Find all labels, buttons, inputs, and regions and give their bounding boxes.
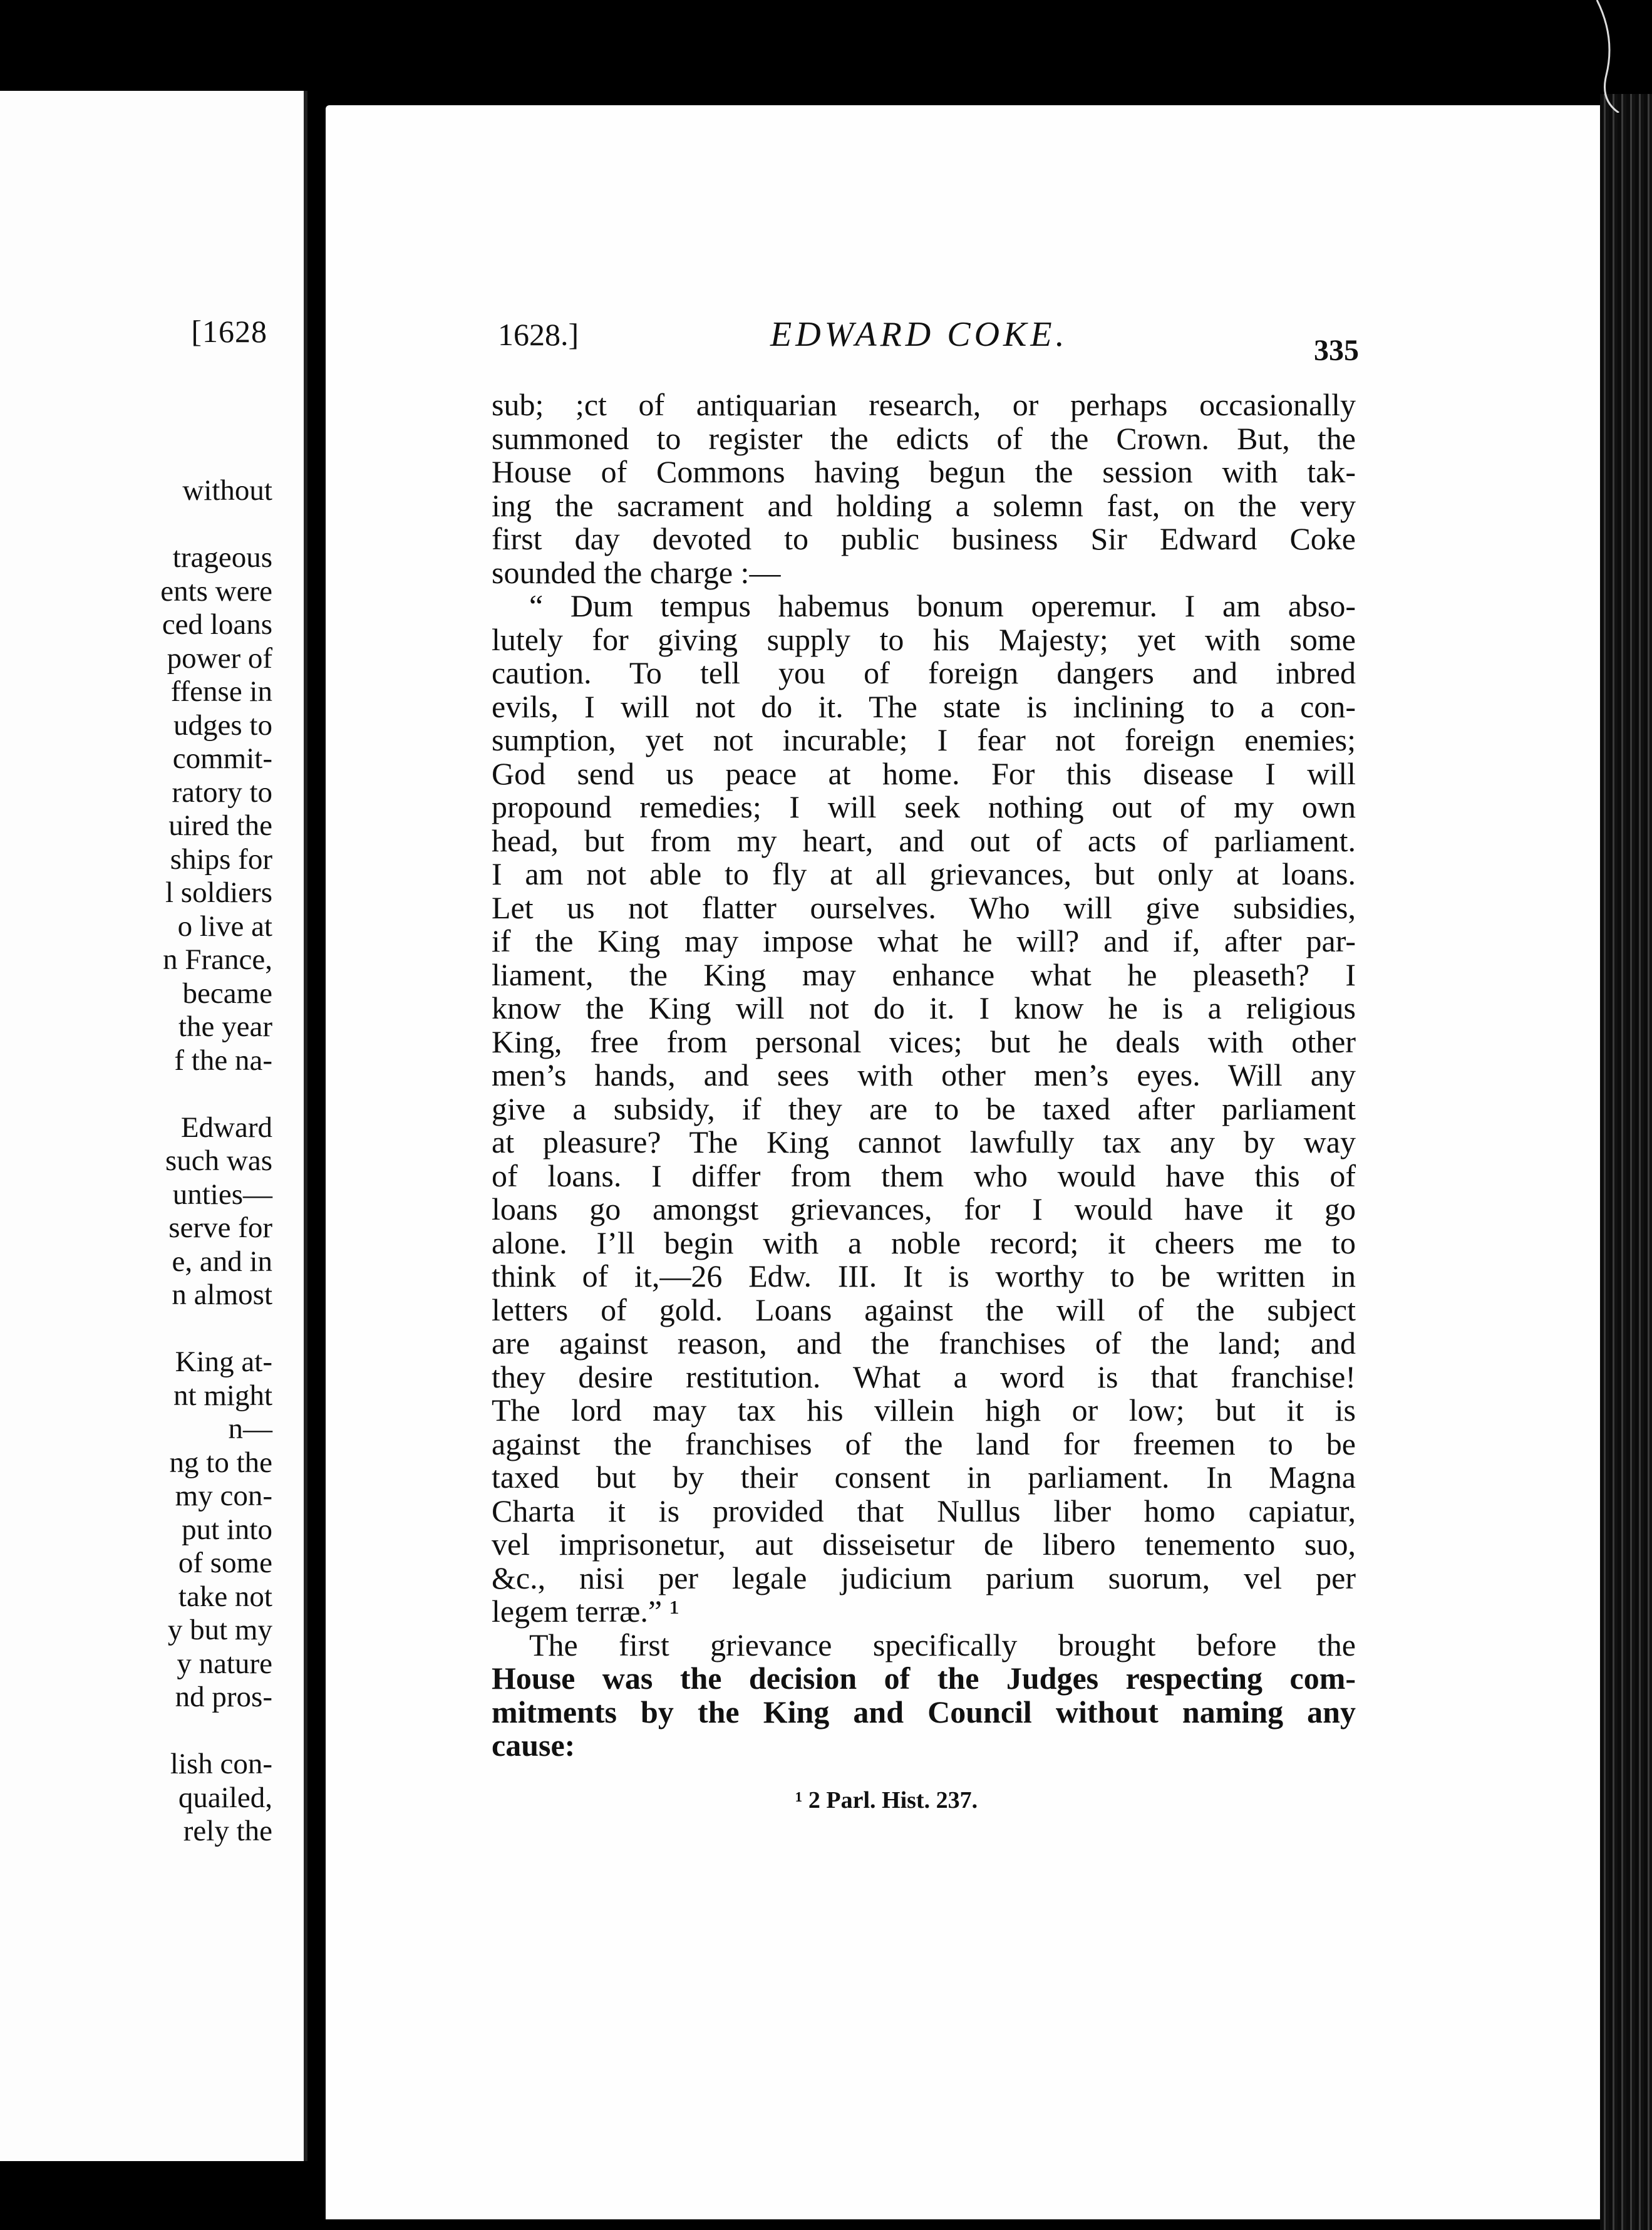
left-page-line: ng to the [169, 1446, 272, 1479]
book-edge [1600, 94, 1652, 2230]
text-line: Let us not flatter ourselves. Who will give subsidies, [492, 889, 1356, 925]
text-line: sumption, yet not incurable; I fear not foreign enemies; [492, 722, 1356, 757]
left-page-running-head: [1628 [191, 314, 267, 349]
text-line: lutely for giving supply to his Majesty; yet with some [492, 621, 1356, 657]
text-line: sounded the charge :— [492, 554, 781, 590]
text-line: sub; ;ct of antiquarian research, or perhaps occasionally [492, 387, 1356, 422]
text-line: The lord may tax his villein high or low; but it is [492, 1392, 1356, 1428]
body-text [492, 388, 1356, 1763]
left-page-line: became [182, 977, 272, 1010]
text-line: “ Dum tempus habemus bonum operemur. I am abso- [529, 588, 1356, 623]
left-page-line: trageous [172, 541, 272, 574]
left-page-line: y nature [177, 1647, 272, 1680]
text-line: at pleasure? The King cannot lawfully tax any by way [492, 1124, 1356, 1159]
text-line: ing the sacrament and holding a solemn fast, on the very [492, 487, 1356, 523]
text-line: alone. I’ll begin with a noble record; it cheers me to [492, 1225, 1356, 1260]
left-page-line: take not [178, 1580, 272, 1613]
text-line: letters of gold. Loans against the will of the subject [492, 1292, 1356, 1327]
left-page [0, 91, 307, 2161]
text-line: House of Commons having begun the session with tak- [492, 454, 1356, 489]
left-page-line: rely the [183, 1815, 272, 1847]
left-page-line: commit- [172, 742, 272, 775]
left-page-line: put into [182, 1513, 272, 1546]
text-line: &c., nisi per legale judicium parium suorum, vel per [492, 1560, 1356, 1595]
text-line: God send us peace at home. For this disease I will [492, 755, 1356, 791]
left-page-line: n— [228, 1413, 272, 1445]
left-page-line: power of [167, 641, 272, 675]
left-page-line: my con- [175, 1480, 272, 1512]
left-page-line: quailed, [178, 1781, 272, 1814]
text-line: Charta it is provided that Nullus liber homo capiatur, [492, 1493, 1356, 1528]
text-line: they desire restitution. What a word is that franchise! [492, 1359, 1356, 1394]
text-line: taxed but by their consent in parliament. In Magna [492, 1460, 1356, 1495]
left-page-line: King at- [175, 1346, 272, 1378]
text-line: are against reason, and the franchises of the land; and [492, 1325, 1356, 1361]
left-page-line: of some [178, 1547, 272, 1579]
running-head-year: 1628.] [498, 317, 579, 352]
text-line: if the King may impose what he will? and if, after par- [492, 923, 1356, 958]
left-page-line: lish con- [170, 1748, 272, 1780]
text-line: King, free from personal vices; but he deals with other [492, 1024, 1356, 1059]
text-line: summoned to register the edicts of the Crown. But, the [492, 420, 1356, 456]
left-page-line: e, and in [172, 1245, 272, 1278]
left-page-line: the year [178, 1010, 272, 1043]
left-page-line: ships for [170, 843, 272, 876]
left-page-line: ffense in [170, 675, 272, 708]
text-line: loans go amongst grievances, for I would have it go [492, 1191, 1356, 1226]
left-page-line: n France, [163, 943, 272, 976]
left-page-line: o live at [177, 910, 272, 943]
text-line: cause: [492, 1728, 576, 1763]
text-line: propound remedies; I will seek nothing out of my own [492, 789, 1356, 824]
page-number: 335 [1314, 334, 1359, 367]
left-page-line: such was [165, 1144, 272, 1177]
text-line: give a subsidy, if they are to be taxed after parliament [492, 1091, 1356, 1126]
text-line: evils, I will not do it. The state is inclining to a con- [492, 688, 1356, 724]
left-page-line: udges to [173, 708, 272, 742]
text-line: legem terræ.” ¹ [492, 1594, 679, 1629]
text-line: House was the decision of the Judges respecting com- [492, 1661, 1356, 1696]
left-page-line: nt might [173, 1379, 272, 1412]
left-page-line: ents were [160, 574, 272, 608]
left-page-line: nd pros- [175, 1681, 272, 1713]
text-line: vel imprisonetur, aut disseisetur de libero tenemento suo, [492, 1527, 1356, 1562]
text-line: think of it,—26 Edw. III. It is worthy to be written in [492, 1258, 1356, 1294]
left-page-line: f the na- [174, 1044, 272, 1077]
text-line: I am not able to fly at all grievances, but only at loans. [492, 856, 1356, 891]
text-line: against the franchises of the land for freemen to be [492, 1426, 1356, 1461]
left-page-line: ratory to [172, 775, 272, 809]
left-page-line: without [182, 474, 272, 507]
left-page-line: ced loans [162, 608, 272, 641]
left-page-line: Edward [180, 1111, 272, 1144]
left-page-line: n almost [172, 1278, 272, 1311]
left-page-line: l soldiers [165, 876, 272, 909]
running-head-title: EDWARD COKE. [770, 315, 1068, 354]
footnote: ¹ 2 Parl. Hist. 237. [795, 1787, 978, 1813]
text-line: men’s hands, and sees with other men’s eyes. Will any [492, 1057, 1356, 1092]
left-page-line: uired the [168, 809, 272, 842]
left-page-line: y but my [167, 1614, 272, 1646]
left-page-line: unties— [172, 1178, 272, 1211]
scan-mark [1591, 0, 1628, 113]
left-page-line: serve for [168, 1211, 272, 1244]
text-line: caution. To tell you of foreign dangers and inbred [492, 655, 1356, 690]
text-line: head, but from my heart, and out of acts of parliament. [492, 822, 1356, 858]
text-line: The first grievance specifically brought before the [529, 1627, 1356, 1662]
text-line: of loans. I differ from them who would have this of [492, 1158, 1356, 1193]
text-line: know the King will not do it. I know he is a religious [492, 990, 1356, 1025]
text-line: mitments by the King and Council without naming any [492, 1694, 1356, 1730]
text-line: first day devoted to public business Sir Edward Coke [492, 521, 1356, 556]
text-line: liament, the King may enhance what he pleaseth? I [492, 957, 1356, 992]
